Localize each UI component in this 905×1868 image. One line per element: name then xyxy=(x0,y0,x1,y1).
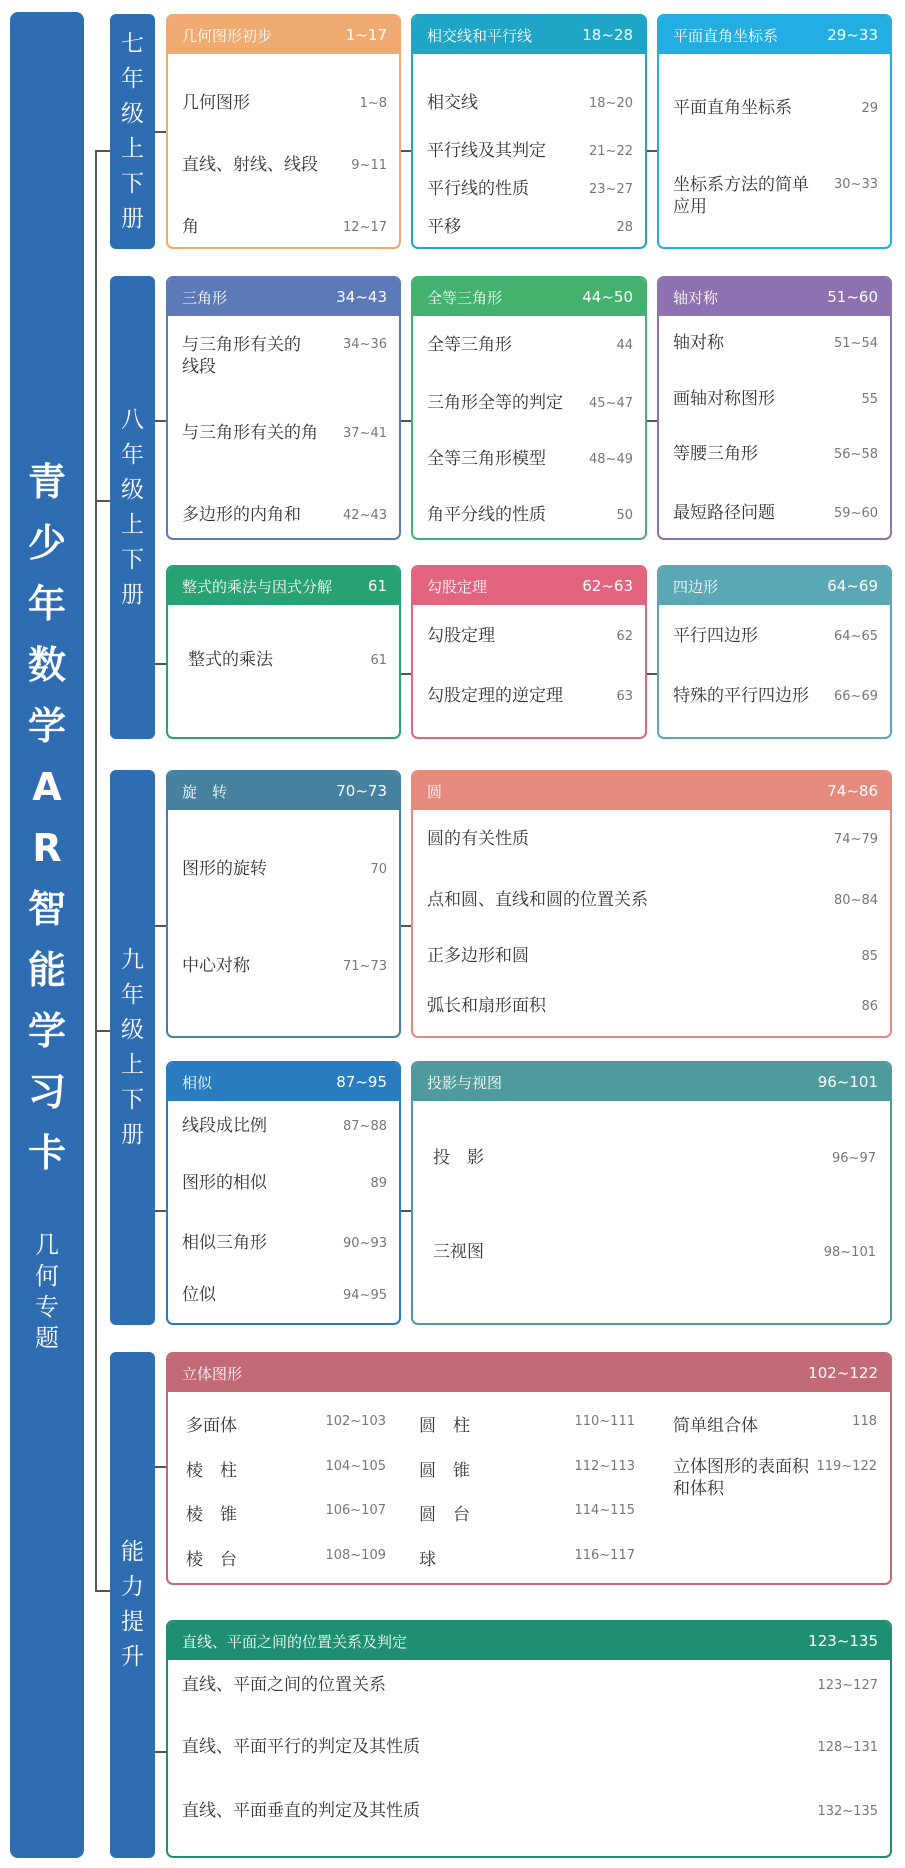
list-item[interactable]: 直线、平面垂直的判定及其性质 132~135 xyxy=(182,1801,878,1821)
tree-branch-line xyxy=(95,1030,110,1032)
list-item[interactable]: 几何图形 1~8 xyxy=(182,93,387,113)
card-header: 相交线和平行线 18~28 xyxy=(413,16,645,54)
card-header: 全等三角形 44~50 xyxy=(413,278,645,316)
list-item[interactable]: 位似 94~95 xyxy=(182,1285,387,1305)
list-item[interactable]: 三角形全等的判定 45~47 xyxy=(427,393,633,413)
list-item[interactable]: 角平分线的性质 50 xyxy=(427,505,633,525)
list-item[interactable]: 球 116~117 xyxy=(419,1548,635,1570)
list-item[interactable]: 多面体 102~103 xyxy=(186,1414,386,1436)
list-item[interactable]: 直线、平面平行的判定及其性质 128~131 xyxy=(182,1737,878,1757)
card-header: 相似 87~95 xyxy=(168,1063,399,1101)
list-item[interactable]: 平移 28 xyxy=(427,217,633,237)
list-item[interactable]: 勾股定理 62 xyxy=(427,626,633,646)
list-item[interactable]: 平行四边形 64~65 xyxy=(673,626,878,646)
card-header: 直线、平面之间的位置关系及判定 123~135 xyxy=(168,1622,890,1660)
list-item[interactable]: 中心对称 71~73 xyxy=(182,956,387,976)
list-item[interactable]: 正多边形和圆 85 xyxy=(427,946,878,966)
list-item[interactable]: 与三角形有关的线段 34~36 xyxy=(182,335,387,377)
card-line-plane-relations[interactable] xyxy=(166,1620,892,1858)
list-item[interactable]: 简单组合体 118 xyxy=(673,1414,877,1436)
card-polynomial-multiplication[interactable] xyxy=(166,565,401,739)
list-item[interactable]: 圆 锥 112~113 xyxy=(419,1459,635,1481)
list-item[interactable]: 多边形的内角和 42~43 xyxy=(182,505,387,525)
card-projection-views[interactable] xyxy=(411,1061,892,1325)
list-item[interactable]: 棱 台 108~109 xyxy=(186,1548,386,1570)
list-item[interactable]: 平行线的性质 23~27 xyxy=(427,179,633,199)
card-header: 旋 转 70~73 xyxy=(168,772,399,810)
list-item[interactable]: 棱 柱 104~105 xyxy=(186,1459,386,1481)
card-header: 整式的乘法与因式分解 61 xyxy=(168,567,399,605)
list-item[interactable]: 图形的相似 89 xyxy=(182,1173,387,1193)
list-item[interactable]: 全等三角形模型 48~49 xyxy=(427,449,633,469)
list-item[interactable]: 直线、平面之间的位置关系 123~127 xyxy=(182,1675,878,1695)
list-item[interactable]: 圆 台 114~115 xyxy=(419,1503,635,1525)
card-axial-symmetry[interactable] xyxy=(657,276,892,540)
list-item[interactable]: 平面直角坐标系 29 xyxy=(673,98,878,118)
card-pythagorean-theorem[interactable] xyxy=(411,565,647,739)
list-item[interactable]: 整式的乘法 61 xyxy=(188,650,387,670)
list-item[interactable]: 等腰三角形 56~58 xyxy=(673,444,878,464)
card-congruent-triangles[interactable] xyxy=(411,276,647,540)
list-item[interactable]: 立体图形的表面积和体积 119~122 xyxy=(673,1457,877,1499)
list-item[interactable]: 全等三角形 44 xyxy=(427,335,633,355)
list-item[interactable]: 图形的旋转 70 xyxy=(182,859,387,879)
list-item[interactable]: 坐标系方法的简单应用 30~33 xyxy=(673,175,878,217)
list-item[interactable]: 直线、射线、线段 9~11 xyxy=(182,155,387,175)
main-subtitle: 几 何 专 题 xyxy=(35,1231,59,1352)
list-item[interactable]: 画轴对称图形 55 xyxy=(673,389,878,409)
card-rotation[interactable] xyxy=(166,770,401,1038)
card-quadrilateral[interactable] xyxy=(657,565,892,739)
grade-7-label: 七 年 级 上 下 册 xyxy=(110,14,155,249)
list-item[interactable]: 勾股定理的逆定理 63 xyxy=(427,686,633,706)
card-header: 圆 74~86 xyxy=(413,772,890,810)
tree-trunk-line xyxy=(95,150,97,1590)
card-geometry-intro[interactable] xyxy=(166,14,401,249)
list-item[interactable]: 轴对称 51~54 xyxy=(673,333,878,353)
card-header: 平面直角坐标系 29~33 xyxy=(659,16,890,54)
list-item[interactable]: 点和圆、直线和圆的位置关系 80~84 xyxy=(427,890,878,910)
list-item[interactable]: 圆的有关性质 74~79 xyxy=(427,829,878,849)
grade-9-label: 九 年 级 上 下 册 xyxy=(110,770,155,1325)
list-item[interactable]: 圆 柱 110~111 xyxy=(419,1414,635,1436)
tree-branch-line xyxy=(95,150,110,152)
ability-label: 能 力 提 升 xyxy=(110,1352,155,1858)
list-item[interactable]: 最短路径问题 59~60 xyxy=(673,503,878,523)
list-item[interactable]: 棱 锥 106~107 xyxy=(186,1503,386,1525)
card-triangle[interactable] xyxy=(166,276,401,540)
list-item[interactable]: 特殊的平行四边形 66~69 xyxy=(673,686,878,706)
list-item[interactable]: 平行线及其判定 21~22 xyxy=(427,141,633,161)
card-header: 三角形 34~43 xyxy=(168,278,399,316)
tree-branch-line xyxy=(95,500,110,502)
list-item[interactable]: 投 影 96~97 xyxy=(433,1148,876,1168)
grade-8-label: 八 年 级 上 下 册 xyxy=(110,276,155,739)
card-header: 四边形 64~69 xyxy=(659,567,890,605)
card-similarity[interactable] xyxy=(166,1061,401,1325)
main-title-bar xyxy=(10,12,84,1858)
card-intersecting-parallel-lines[interactable] xyxy=(411,14,647,249)
card-circle[interactable] xyxy=(411,770,892,1038)
card-cartesian-coordinate[interactable] xyxy=(657,14,892,249)
list-item[interactable]: 角 12~17 xyxy=(182,217,387,237)
list-item[interactable]: 三视图 98~101 xyxy=(433,1242,876,1262)
main-title: 青 少 年 数 学 A R 智 能 学 习 卡 xyxy=(27,460,66,1175)
tree-branch-line xyxy=(95,1590,110,1592)
card-header: 勾股定理 62~63 xyxy=(413,567,645,605)
card-header: 几何图形初步 1~17 xyxy=(168,16,399,54)
card-header: 立体图形 102~122 xyxy=(168,1354,890,1392)
list-item[interactable]: 相交线 18~20 xyxy=(427,93,633,113)
list-item[interactable]: 相似三角形 90~93 xyxy=(182,1233,387,1253)
card-header: 投影与视图 96~101 xyxy=(413,1063,890,1101)
list-item[interactable]: 弧长和扇形面积 86 xyxy=(427,996,878,1016)
list-item[interactable]: 与三角形有关的角 37~41 xyxy=(182,423,387,443)
card-header: 轴对称 51~60 xyxy=(659,278,890,316)
list-item[interactable]: 线段成比例 87~88 xyxy=(182,1116,387,1136)
card-solid-figures[interactable] xyxy=(166,1352,892,1585)
